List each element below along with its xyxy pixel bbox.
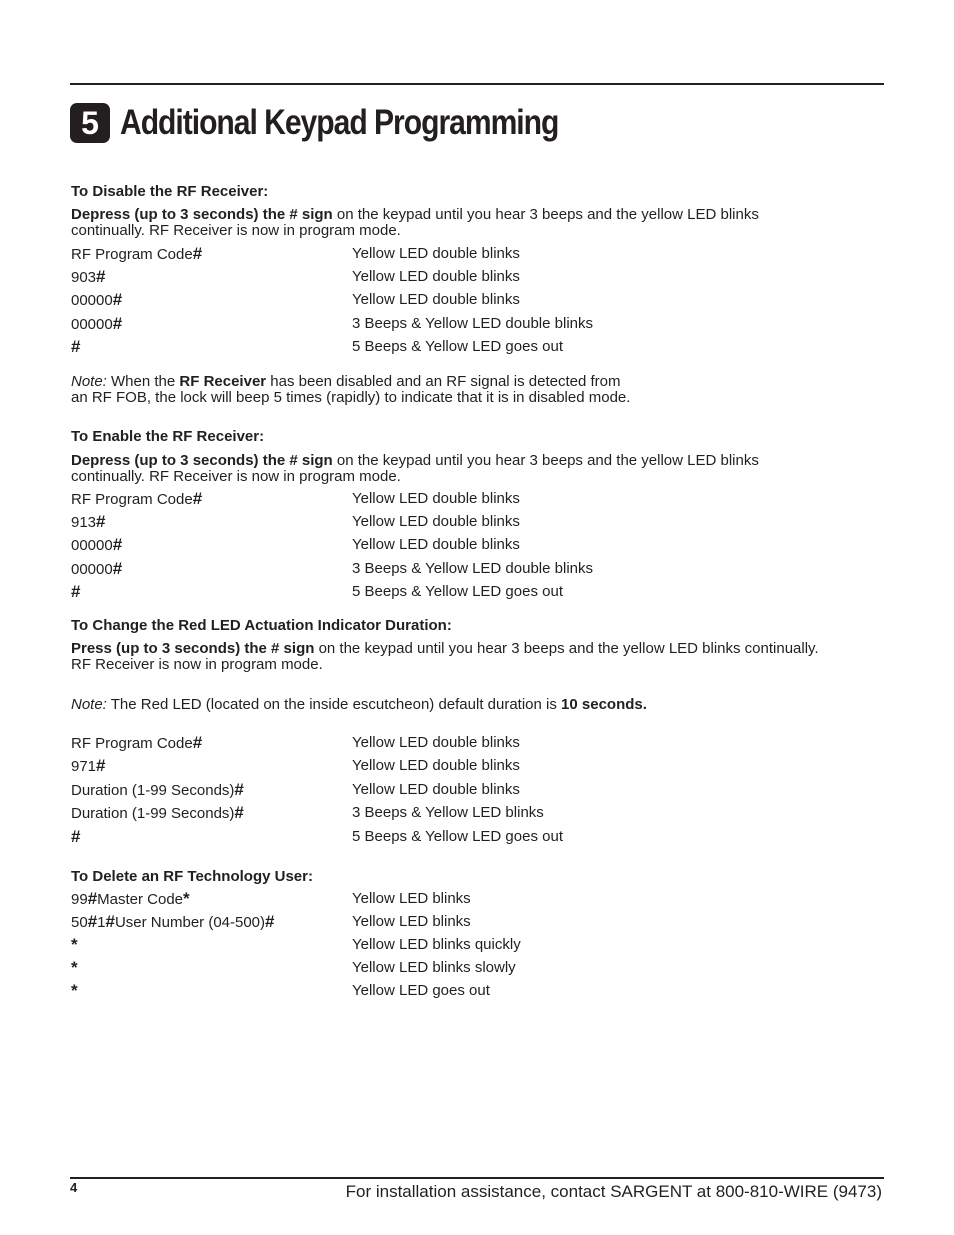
step-input: * <box>71 958 78 978</box>
step-input: # <box>71 826 81 846</box>
section-header <box>70 101 630 145</box>
step-result: Yellow LED double blinks <box>352 245 520 262</box>
step-result: 5 Beeps & Yellow LED goes out <box>352 827 563 845</box>
red-led-heading: To Change the Red LED Actuation Indicator Duration: <box>71 617 452 634</box>
step-input: # <box>71 581 81 601</box>
footer-contact: For installation assistance, contact SARGENT at 800-810-WIRE (9473) <box>345 1182 882 1201</box>
step-input: 00000# <box>71 535 123 555</box>
step-input: 903# <box>71 267 106 287</box>
step-input: * <box>71 981 78 1001</box>
step-input: 00000# <box>71 313 123 333</box>
step-result: 3 Beeps & Yellow LED double blinks <box>352 314 593 332</box>
disable-intro: Depress (up to 3 seconds) the # sign on the keypad until you hear 3 beeps and the yellow LED blinks <box>71 206 759 223</box>
enable-intro: Depress (up to 3 seconds) the # sign on the keypad until you hear 3 beeps and the yellow LED blinks <box>71 452 759 469</box>
disable-intro-line2: continually. RF Receiver is now in program mode. <box>71 222 401 239</box>
step-input: Duration (1-99 Seconds)# <box>71 779 244 799</box>
step-input: 00000# <box>71 290 123 310</box>
step-result: Yellow LED blinks quickly <box>352 936 521 953</box>
step-input: Duration (1-99 Seconds)# <box>71 803 244 823</box>
disable-note-line2: an RF FOB, the lock will beep 5 times (rapidly) to indicate that it is in disabled mode. <box>71 389 631 406</box>
enable-intro-line2: continually. RF Receiver is now in program mode. <box>71 468 401 485</box>
delete-heading: To Delete an RF Technology User: <box>71 868 313 885</box>
step-result: Yellow LED double blinks <box>352 268 520 286</box>
disable-note: Note: When the RF Receiver has been disabled and an RF signal is detected from <box>71 373 621 390</box>
step-result: Yellow LED double blinks <box>352 757 520 775</box>
red-led-intro-line2: RF Receiver is now in program mode. <box>71 656 323 673</box>
footer-rule <box>70 1177 884 1179</box>
step-input: RF Program Code# <box>71 489 203 508</box>
step-result: 5 Beeps & Yellow LED goes out <box>352 337 563 355</box>
enable-heading: To Enable the RF Receiver: <box>71 428 265 445</box>
page-number: 4 <box>70 1180 78 1195</box>
section-number-badge: 5 <box>70 103 110 143</box>
step-result: Yellow LED double blinks <box>352 490 520 507</box>
red-led-intro: Press (up to 3 seconds) the # sign on the keypad until you hear 3 beeps and the yellow LED blinks continually. <box>71 640 819 657</box>
step-result: Yellow LED goes out <box>352 982 490 1000</box>
top-rule <box>70 83 884 85</box>
step-input: 971# <box>71 756 106 776</box>
step-result: 3 Beeps & Yellow LED blinks <box>352 804 544 822</box>
page-title: Additional Keypad Programming <box>120 103 559 142</box>
step-result: 3 Beeps & Yellow LED double blinks <box>352 559 593 577</box>
step-input: RF Program Code# <box>71 733 203 752</box>
red-led-note: Note: The Red LED (located on the inside escutcheon) default duration is 10 seconds. <box>71 696 647 713</box>
step-result: Yellow LED double blinks <box>352 536 520 554</box>
step-result: Yellow LED double blinks <box>352 734 520 751</box>
step-input: 00000# <box>71 558 123 578</box>
step-result: 5 Beeps & Yellow LED goes out <box>352 582 563 600</box>
step-result: Yellow LED double blinks <box>352 780 520 798</box>
step-input: RF Program Code# <box>71 244 203 263</box>
step-result: Yellow LED double blinks <box>352 513 520 531</box>
step-input: # <box>71 336 81 356</box>
step-result: Yellow LED double blinks <box>352 291 520 309</box>
disable-heading: To Disable the RF Receiver: <box>71 183 269 200</box>
step-input: 913# <box>71 512 106 532</box>
step-result: Yellow LED blinks slowly <box>352 959 516 977</box>
step-input: * <box>71 935 78 954</box>
